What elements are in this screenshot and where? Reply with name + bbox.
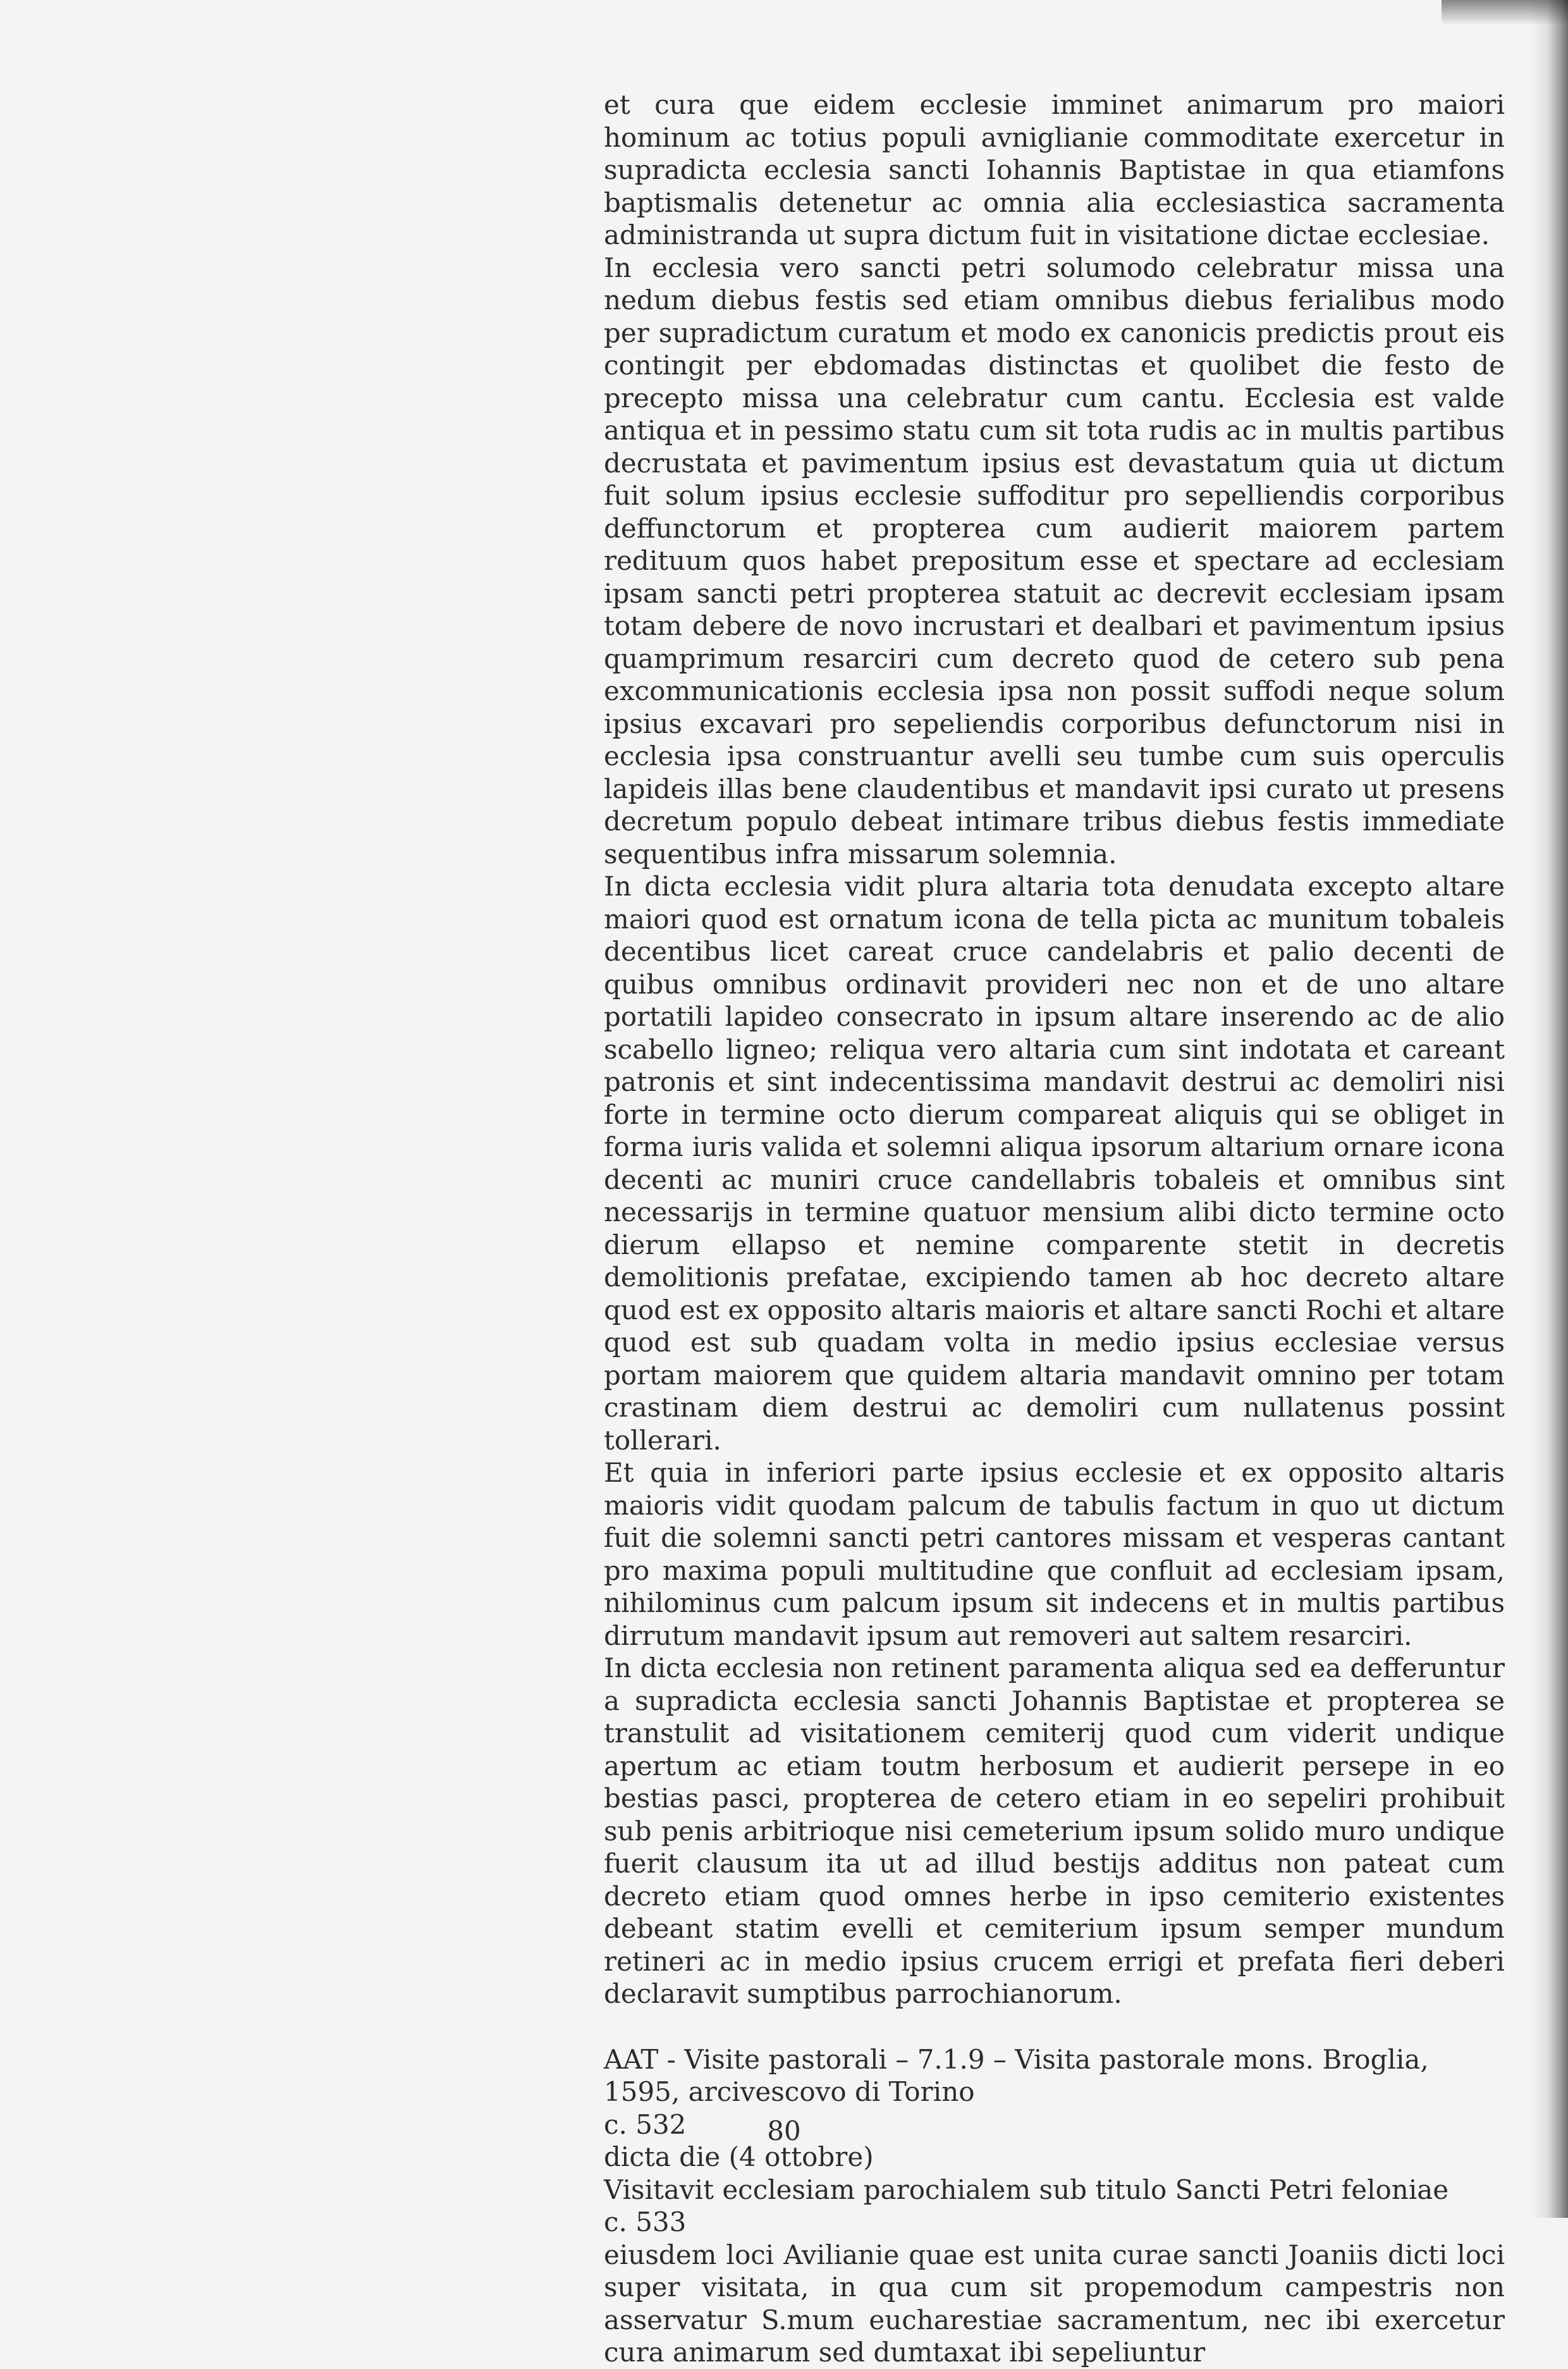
date-line: dicta die (4 ottobre) bbox=[604, 2141, 874, 2172]
paragraph: Et quia in inferiori parte ipsius ecclesie et ex opposito altaris maioris vidit quodam palcum de tabulis factum in quo ut dictum fuit die solemni sancti petri cantores missam et vesperas cantant pro maxima populi multitudine que confluit ad ecclesiam ipsam, nihilominus cum palcum ipsum sit indecens et in multis partibus dirrutum mandavit ipsum aut removeri aut saltem resarciri. bbox=[604, 1457, 1505, 1651]
page-edge-shadow bbox=[1530, 0, 1568, 2218]
visitation-line: Visitavit ecclesiam parochialem sub titulo Sancti Petri feloniae bbox=[604, 2174, 1449, 2205]
folio-reference: c. 532 bbox=[604, 2108, 687, 2140]
document-body bbox=[604, 89, 1505, 2369]
paragraph: et cura que eidem ecclesie imminet animarum pro maiori hominum ac totius populi avniglianie commoditate exercetur in supradicta ecclesia sancti Iohannis Baptistae in qua etiamfons baptismalis detenetur ac omnia alia ecclesiastica sacramenta administranda ut supra dictum fuit in visitatione dictae ecclesiae. bbox=[604, 89, 1505, 250]
page-number: 80 bbox=[767, 2115, 801, 2146]
paragraph: In dicta ecclesia non retinent paramenta aliqua sed ea defferuntur a supradicta ecclesia sancti Johannis Baptistae et propterea se transtulit ad visitationem cemiterij quod cum viderit undique apertum ac etiam toutm herbosum et audierit persepe in eo bestias pasci, propterea de cetero etiam in eo sepeliri prohibuit sub penis arbitrioque nisi cemeterium ipsum solido muro undique fuerit clausum ita ut ad illud bestijs additus non pateat cum decreto etiam quod omnes herbe in ipso cemiterio existentes debeant statim evelli et cemiterium ipsum semper mundum retineri ac in medio ipsius crucem errigi et prefata fieri deberi declaravit sumptibus parrochianorum. bbox=[604, 1652, 1505, 2009]
folio-reference: c. 533 bbox=[604, 2206, 687, 2237]
paragraph: eiusdem loci Avilianie quae est unita curae sancti Joaniis dicti loci super visitata, in qua cum sit propemodum campestris non asservatur S.mum eucharestiae sacramentum, nec ibi exercetur cura animarum sed dumtaxat ibi sepeliuntur bbox=[604, 2239, 1505, 2368]
page-corner-shadow bbox=[1442, 0, 1568, 25]
source-citation: AAT - Visite pastorali – 7.1.9 – Visita pastorale mons. Broglia, 1595, arcivescovo di Torino bbox=[604, 2043, 1429, 2107]
paragraph: In ecclesia vero sancti petri solumodo celebratur missa una nedum diebus festis sed etiam omnibus diebus ferialibus modo per supradictum curatum et modo ex canonicis predictis prout eis contingit per ebdomadas distinctas et quolibet die festo de precepto missa una celebratur cum cantu. Ecclesia est valde antiqua et in pessimo statu cum sit tota rudis ac in multis partibus decrustata et pavimentum ipsius est devastatum quia ut dictum fuit solum ipsius ecclesie suffoditur pro sepelliendis corporibus deffunctorum et propterea cum audierit maiorem partem redituum quos habet prepositum esse et spectare ad ecclesiam ipsam sancti petri propterea statuit ac decrevit ecclesiam ipsam totam debere de novo incrustari et dealbari et pavimentum ipsius quamprimum resarciri cum decreto quod de cetero sub pena excommunicationis ecclesia ipsa non possit suffodi neque solum ipsius excavari pro sepeliendis corporibus defunctorum nisi in ecclesia ipsa construantur avelli seu tumbe cum suis operculis lapideis illas bene claudentibus et mandavit ipsi curato ut presens decretum populo debeat intimare tribus diebus festis immediate sequentibus infra missarum solemnia. bbox=[604, 252, 1505, 870]
section-spacer bbox=[604, 2010, 1505, 2043]
paragraph: In dicta ecclesia vidit plura altaria tota denudata excepto altare maiori quod est ornatum icona de tella picta ac munitum tobaleis decentibus licet careat cruce candelabris et palio decenti de quibus omnibus ordinavit provideri nec non et de uno altare portatili lapideo consecrato in ipsum altare inserendo ac de alio scabello ligneo; reliqua vero altaria cum sint indotata et careant patronis et sint indecentissima mandavit destrui ac demoliri nisi forte in termine octo dierum compareat aliquis qui se obliget in forma iuris valida et solemni aliqua ipsorum altarium ornare icona decenti ac muniri cruce candellabris tobaleis et omnibus sint necessarijs in termine quatuor mensium alibi dicto termine octo dierum ellapso et nemine comparente stetit in decretis demolitionis prefatae, excipiendo tamen ab hoc decreto altare quod est ex opposito altaris maioris et altare sancti Rochi et altare quod est sub quadam volta in medio ipsius ecclesiae versus portam maiorem que quidem altaria mandavit omnino per totam crastinam diem destrui ac demoliri cum nullatenus possint tollerari. bbox=[604, 871, 1505, 1456]
